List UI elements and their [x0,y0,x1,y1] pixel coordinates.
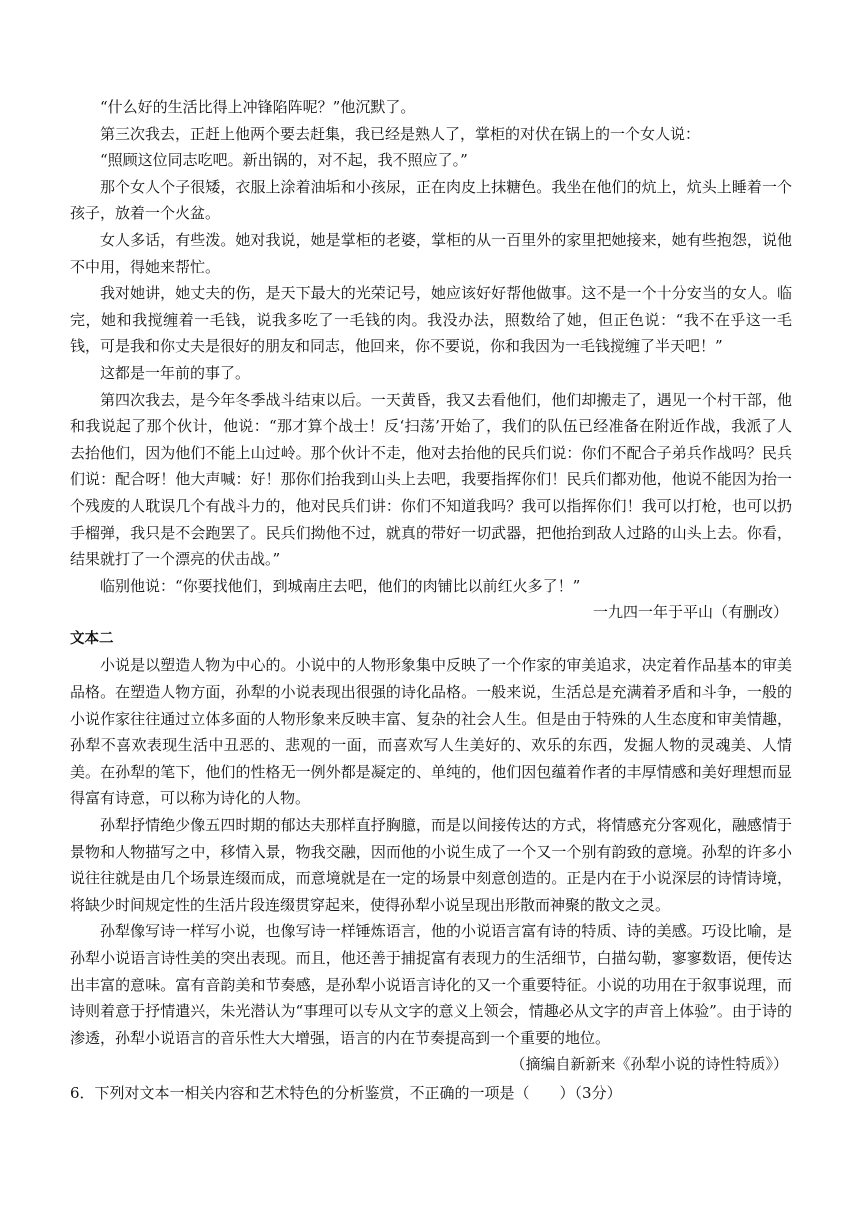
text1-paragraph-2: 第三次我去，正赶上他两个要去赶集，我已经是熟人了，掌柜的对伏在锅上的一个女人说： [100,124,701,143]
text1-signature: 一九四一年于平山（有删改） [592,603,788,622]
text1-paragraph-7: 这都是一年前的事了。 [100,363,251,382]
text2-source: （摘编自新新来《孙犁小说的诗性特质》） [510,1055,788,1074]
text1-paragraph-8: 第四次我去，是今年冬季战斗结束以后。一天黄昏，我又去看他们，他们却搬走了，遇见一个村干部，他和我说起了那个伙计，他说：“那才算个战士！反‘扫荡’开始了，我们的队伍已经准备在附近作战，我派了人去抬他们，因为他们不能上山过岭。那个伙计不走，他对去抬他的民兵们说：你们不配合子弟兵作战吗？民兵们说：配合呀！他大声喊：好！那你们抬我到山头上去吧，我要指挥你们！民兵们都劝他，他说不能因为抬一个残废的人耽误几个有战斗力的，他对民兵们讲：你们不知道我吗？我可以指挥你们！我可以打枪，也可以扔手榴弹，我只是不会跑罢了。民兵们拗他不过，就真的带好一切武器，把他抬到敌人过路的山头上去。你看，结果就打了一个漂亮的伏击战。” [70,390,792,569]
question-6: 6．下列对文本一相关内容和艺术特色的分析鉴赏，不正确的一项是（ ）（3分） [70,1083,622,1102]
text1-paragraph-1: “什么好的生活比得上冲锋陷阵呢？”他沉默了。 [100,98,416,116]
text1-paragraph-3: “照顾这位同志吃吧。新出锅的，对不起，我不照应了。” [100,151,468,170]
text1-paragraph-5: 女人多话，有些泼。她对我说，她是掌柜的老婆，掌柜的从一百里外的家里把她接来，她有些抱怨，说他不中用，得她来帮忙。 [70,230,792,276]
text2-paragraph-1: 小说是以塑造人物为中心的。小说中的人物形象集中反映了一个作家的审美追求，决定着作品基本的审美品格。在塑造人物方面，孙犁的小说表现出很强的诗化品格。一般来说，生活总是充满着矛盾和斗争，一般的小说作家往往通过立体多面的人物形象来反映丰富、复杂的社会人生。但是由于特殊的人生态度和审美情趣，孙犁不喜欢表现生活中丑恶的、悲观的一面，而喜欢写人生美好的、欢乐的东西，发掘人物的灵魂美、人情美。在孙犁的笔下，他们的性格无一例外都是凝定的、单纯的，他们因包蕴着作者的丰厚情感和美好理想而显得富有诗意，可以称为诗化的人物。 [70,656,792,808]
text-two-section [70,626,792,1078]
text2-paragraph-3: 孙犁像写诗一样写小说，也像写诗一样锤炼语言，他的小说语言富有诗的特质、诗的美感。巧设比喻，是孙犁小说语言诗性美的突出表现。而且，他还善于捕捉富有表现力的生活细节，白描勾勒，寥寥数语，便传达出丰富的意味。富有音韵美和节奏感，是孙犁小说语言诗化的又一个重要特征。小说的功用在于叙事说理，而诗则着意于抒情遣兴，朱光潜认为“事理可以专从文字的意义上领会，情趣必从文字的声音上体验”。由于诗的渗透，孙犁小说语言的音乐性大大增强，语言的内在节奏提高到一个重要的地位。 [70,922,792,1047]
text2-heading: 文本二 [70,630,114,647]
text-one-section [70,94,792,626]
text1-paragraph-9: 临别他说：“你要找他们，到城南庄去吧，他们的肉铺比以前红火多了！” [100,576,581,595]
text1-paragraph-4: 那个女人个子很矮，衣服上涂着油垢和小孩尿，正在肉皮上抹糖色。我坐在他们的炕上，炕头上睡着一个孩子，放着一个火盆。 [70,177,792,223]
text2-paragraph-2: 孙犁抒情绝少像五四时期的郁达夫那样直抒胸臆，而是以间接传达的方式，将情感充分客观化，融感情于景物和人物描写之中，移情入景，物我交融，因而他的小说生成了一个又一个别有韵致的意境。孙犁的许多小说往往就是由几个场景连缀而成，而意境就是在一定的场景中刻意创造的。正是内在于小说深层的诗情诗境，将缺少时间规定性的生活片段连缀贯穿起来，使得孙犁小说呈现出形散而神聚的散文之灵。 [70,816,792,914]
document-page [70,94,792,1107]
text1-paragraph-6: 我对她讲，她丈夫的伤，是天下最大的光荣记号，她应该好好帮他做事。这不是一个十分安当的女人。临完，她和我搅缠着一毛钱，说我多吃了一毛钱的肉。我没办法，照数给了她，但正色说：“我不在乎这一毛钱，可是我和你丈夫是很好的朋友和同志，他回来，你不要说，你和我因为一毛钱搅缠了半天吧！” [70,284,792,356]
